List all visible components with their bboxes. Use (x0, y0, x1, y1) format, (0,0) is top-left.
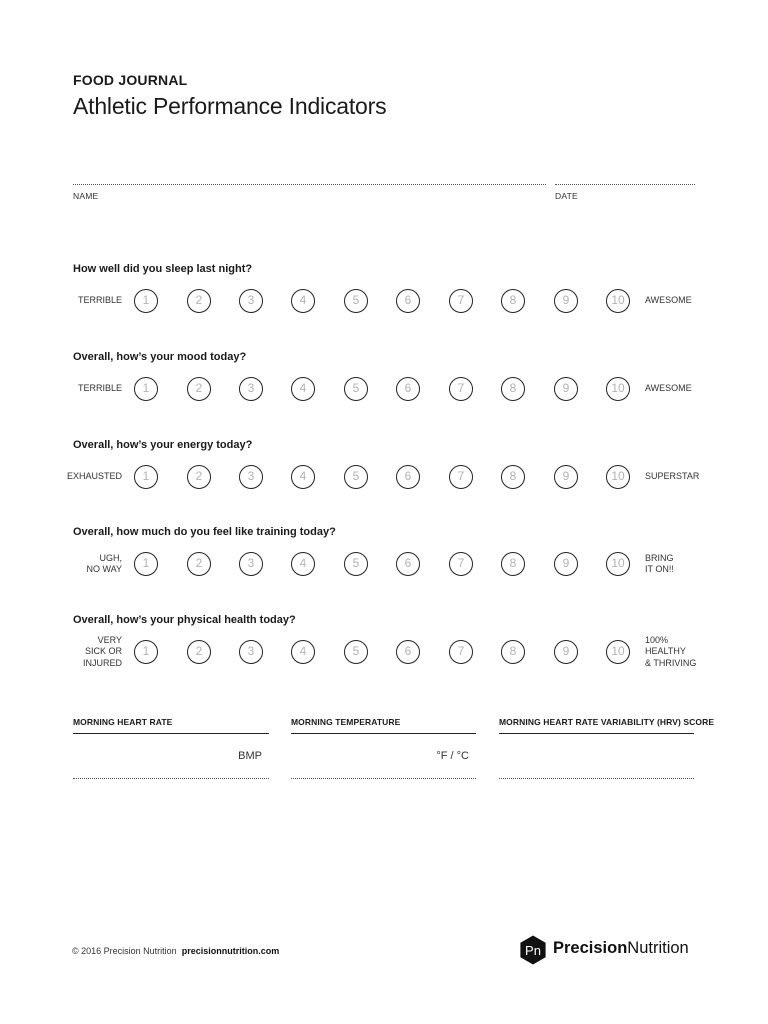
scale-low-label: VERY SICK OR INJURED (82, 634, 122, 668)
metric-input-line[interactable] (73, 778, 269, 779)
metric-unit: BMP (238, 750, 262, 762)
rating-option-4[interactable]: 4 (291, 552, 315, 576)
rating-option-3[interactable]: 3 (239, 289, 263, 313)
rating-option-7[interactable]: 7 (449, 465, 473, 489)
rating-option-7[interactable]: 7 (449, 552, 473, 576)
website-link[interactable]: precisionnutrition.com (181, 946, 280, 956)
metric-label: MORNING HEART RATE VARIABILITY (HRV) SCORE (499, 717, 715, 727)
rating-option-5[interactable]: 5 (344, 552, 368, 576)
precision-nutrition-logo-icon (518, 935, 548, 965)
rating-option-8[interactable]: 8 (501, 640, 525, 664)
brand-name (553, 939, 689, 958)
question-text: How well did you sleep last night? (73, 263, 253, 275)
metric-divider (73, 733, 269, 734)
rating-option-5[interactable]: 5 (344, 465, 368, 489)
copyright-text: © 2016 Precision Nutrition (72, 946, 177, 956)
rating-option-10[interactable]: 10 (606, 289, 630, 313)
brand-part-2: Nutrition (627, 939, 689, 957)
rating-option-10[interactable]: 10 (606, 465, 630, 489)
rating-option-7[interactable]: 7 (449, 377, 473, 401)
metric-divider (499, 733, 694, 734)
rating-option-3[interactable]: 3 (239, 640, 263, 664)
rating-option-3[interactable]: 3 (239, 465, 263, 489)
rating-option-1[interactable]: 1 (134, 465, 158, 489)
rating-option-7[interactable]: 7 (449, 640, 473, 664)
rating-option-6[interactable]: 6 (396, 289, 420, 313)
rating-option-9[interactable]: 9 (554, 552, 578, 576)
date-label: DATE (555, 191, 578, 201)
metric-divider (291, 733, 476, 734)
footer-copyright (72, 946, 279, 956)
metric-label: MORNING HEART RATE (73, 717, 173, 727)
rating-option-9[interactable]: 9 (554, 640, 578, 664)
rating-option-8[interactable]: 8 (501, 377, 525, 401)
logo-mark-text: Pn (525, 943, 541, 958)
rating-option-9[interactable]: 9 (554, 377, 578, 401)
scale-low-label: TERRIBLE (77, 383, 122, 394)
rating-option-8[interactable]: 8 (501, 465, 525, 489)
rating-option-8[interactable]: 8 (501, 289, 525, 313)
rating-option-10[interactable]: 10 (606, 377, 630, 401)
rating-option-10[interactable]: 10 (606, 552, 630, 576)
rating-option-2[interactable]: 2 (187, 640, 211, 664)
scale-low-label: EXHAUSTED (66, 471, 122, 482)
question-text: Overall, how’s your mood today? (73, 351, 247, 363)
rating-option-3[interactable]: 3 (239, 552, 263, 576)
metric-input-line[interactable] (499, 778, 694, 779)
rating-option-4[interactable]: 4 (291, 377, 315, 401)
question-text: Overall, how much do you feel like training today? (73, 526, 336, 538)
rating-option-9[interactable]: 9 (554, 465, 578, 489)
rating-option-3[interactable]: 3 (239, 377, 263, 401)
rating-option-6[interactable]: 6 (396, 465, 420, 489)
scale-low-label: TERRIBLE (77, 295, 122, 306)
name-label: NAME (73, 191, 99, 201)
question-text: Overall, how’s your energy today? (73, 439, 253, 451)
rating-option-8[interactable]: 8 (501, 552, 525, 576)
rating-option-4[interactable]: 4 (291, 640, 315, 664)
rating-option-4[interactable]: 4 (291, 289, 315, 313)
scale-high-label: AWESOME (645, 383, 692, 394)
date-line[interactable] (555, 184, 695, 185)
rating-option-2[interactable]: 2 (187, 552, 211, 576)
name-line[interactable] (73, 184, 546, 185)
question-text: Overall, how’s your physical health today? (73, 614, 296, 626)
rating-option-4[interactable]: 4 (291, 465, 315, 489)
journal-label: FOOD JOURNAL (73, 72, 188, 88)
rating-option-6[interactable]: 6 (396, 640, 420, 664)
rating-option-6[interactable]: 6 (396, 377, 420, 401)
brand-part-1: Precision (553, 939, 628, 957)
rating-option-2[interactable]: 2 (187, 289, 211, 313)
rating-option-5[interactable]: 5 (344, 640, 368, 664)
page-title: Athletic Performance Indicators (73, 93, 387, 119)
rating-option-10[interactable]: 10 (606, 640, 630, 664)
rating-option-5[interactable]: 5 (344, 377, 368, 401)
metric-input-line[interactable] (291, 778, 476, 779)
rating-option-1[interactable]: 1 (134, 640, 158, 664)
rating-option-2[interactable]: 2 (187, 465, 211, 489)
scale-low-label: UGH, NO WAY (86, 552, 122, 574)
rating-option-6[interactable]: 6 (396, 552, 420, 576)
rating-option-9[interactable]: 9 (554, 289, 578, 313)
rating-option-2[interactable]: 2 (187, 377, 211, 401)
rating-option-1[interactable]: 1 (134, 289, 158, 313)
scale-high-label: SUPERSTAR (645, 471, 700, 482)
scale-high-label: BRING IT ON!! (645, 552, 674, 574)
scale-high-label: AWESOME (645, 295, 692, 306)
rating-option-5[interactable]: 5 (344, 289, 368, 313)
rating-option-1[interactable]: 1 (134, 552, 158, 576)
rating-option-7[interactable]: 7 (449, 289, 473, 313)
metric-label: MORNING TEMPERATURE (291, 717, 401, 727)
metric-unit: °F / °C (436, 750, 469, 762)
scale-high-label: 100% HEALTHY & THRIVING (645, 634, 697, 668)
rating-option-1[interactable]: 1 (134, 377, 158, 401)
